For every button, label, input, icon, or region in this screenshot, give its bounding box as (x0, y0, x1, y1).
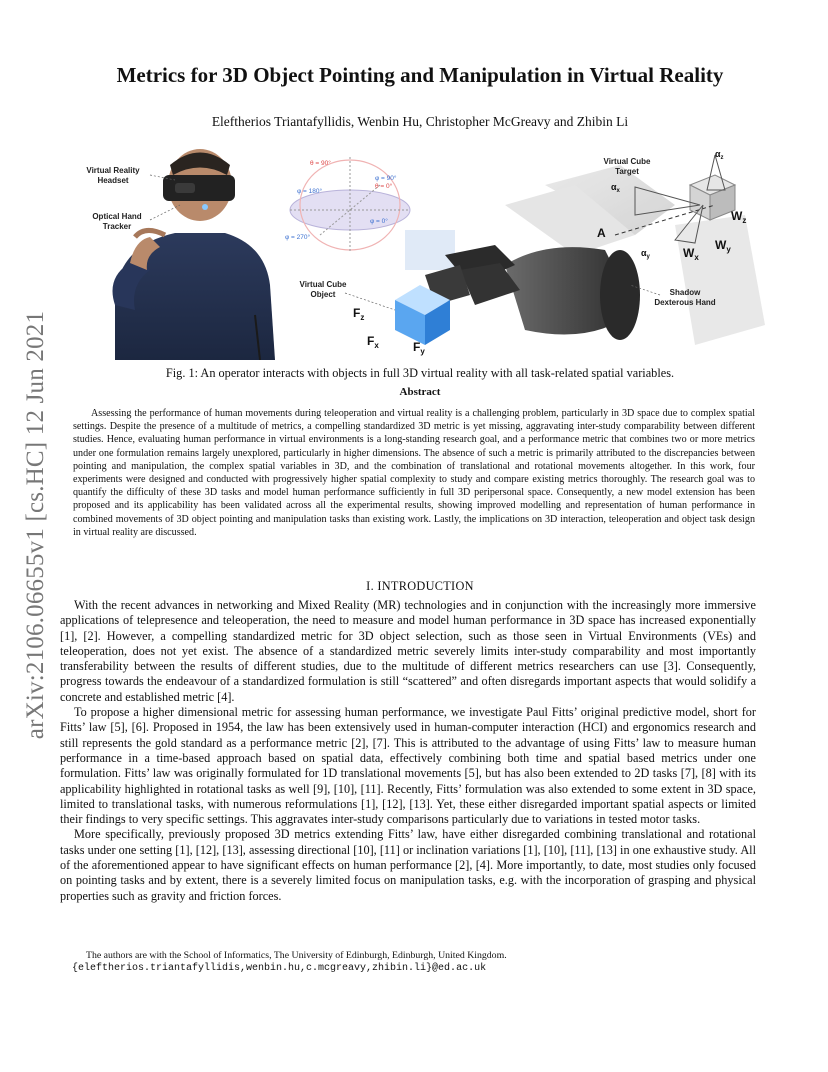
label-force-z-sub: z (360, 313, 365, 322)
label-force-y: F (413, 340, 421, 354)
introduction-body (60, 598, 756, 904)
paper-title: Metrics for 3D Object Pointing and Manipulation in Virtual Reality (116, 63, 724, 87)
footnote-affiliation: The authors are with the School of Informatics, The University of Edinburgh, Edinburgh, United Kingdom. (86, 950, 507, 961)
footnote-emails: {eleftherios.triantafyllidis,wenbin.hu,c.mcgreavy,zhibin.li}@ed.ac.uk (72, 962, 487, 974)
label-theta-90: θ = 90° (310, 160, 331, 167)
label-headset-line2: Headset (97, 176, 129, 185)
label-theta-0: θ = 0° (375, 183, 393, 190)
author-list: Eleftherios Triantafyllidis, Wenbin Hu, Christopher McGreavy and Zhibin Li (211, 114, 629, 129)
figure-1-illustration (75, 145, 765, 360)
abstract-text: Assessing the performance of human movements during teleoperation and virtual reality is a challenging problem, particularly in 3D space due to complex spatial settings. Despite the presence of a multitude of metrics, a compelling standardized 3D metric is yet missing, aggravating inter-study comparability between different studies. Hence, evaluating human performance in virtual environments is a long-standing research goal, and a performance metric that combines two or more metrics under one formulation remains largely unexplored, particularly in higher dimensions. The absence of such a metric is primarily attributed to the discrepancies between pointing and manipulation, the complex spatial variables in 3D, and the combination of translational and rotational movements altogether. In this work, four experiments were designed and conducted with progressively higher spatial complexity to study and compare existing metrics thoroughly. The research goal was to quantify the difficulty of these 3D tasks and model human performance sufficiently in full 3D peripersonal space. Consequently, a new model extension has been proposed and its applicability has been validated across all the experimental results, showing improved modelling and representation of human performance in combined movements of 3D object pointing and manipulation tasks than existing work. Lastly, the implications on 3D interaction, teleoperation and object task design in virtual reality are discussed. (73, 408, 755, 538)
svg-text:αy (641, 248, 651, 260)
label-cube-target-line1: Virtual Cube (603, 157, 651, 166)
label-width-z: W (731, 209, 743, 223)
label-force-x: F (367, 334, 375, 348)
label-alpha-z: α (715, 149, 721, 159)
operator-photo (113, 149, 276, 360)
abstract-heading: Abstract (399, 386, 441, 398)
label-shadow-line2: Dexterous Hand (654, 298, 716, 307)
label-alpha-x: α (611, 182, 617, 192)
section-heading-introduction: I. INTRODUCTION (366, 579, 474, 593)
paragraph: To propose a higher dimensional metric for assessing human performance, we investigate Paul Fitts’ original predictive model, short for Fitts’ law [5], [6]. Proposed in 1954, the law has been extensively used in human-computer interaction (HCI) and ergonomics research and still represents the gold standard as a performance metric [2], [7]. This is attributed to the advantage of using Fitts’ law to measure human performance in a time-based approach based on spatial data, effectively combining both time and spatial based metrics under one formulation. Fitts’ law was originally formulated for 1D translational movements [5], but has also been extended to 2D tasks [7], [8] with its applicability highlighted in rotational tasks as well [9], [10], [11]. Recently, Fitts’ formulation was also extended to some extent in 3D space, limited to translational tasks, with numerous reformulations [1], [12], [13]. Yet, these either disregarded important spatial aspects or limited their findings to very specific settings. This aggravates inter-study comparisons particularly due to variations in tested motor tasks. (60, 705, 756, 827)
figure-1 (75, 145, 765, 360)
label-alpha-y: α (641, 248, 647, 258)
label-width-x: W (683, 246, 695, 260)
label-distance-a: A (597, 226, 606, 240)
figure-caption: Fig. 1: An operator interacts with objects in full 3D virtual reality with all task-related spatial variables. (165, 366, 675, 380)
shadow-dexterous-hand (425, 245, 640, 340)
svg-text:Fz (353, 306, 364, 322)
label-width-y: W (715, 238, 727, 252)
label-alpha-y-sub: y (646, 254, 650, 260)
svg-text:Fx (367, 334, 379, 350)
label-cube-target-line2: Target (615, 167, 639, 176)
label-alpha-x-sub: x (616, 188, 620, 194)
paragraph: With the recent advances in networking and Mixed Reality (MR) technologies and in conjunction with the increasingly more immersive applications of telepresence and teleoperation, the need to measure and model human performance in 3D space has increased exponentially [1], [2]. However, a compelling standardized metric for 3D object selection, such as those seen in Virtual Environments (VEs) and teleoperation, does not yet exist. The absence of a standardized metric severely limits inter-study comparability and most importantly transferability between the results of different studies, due to the multitude of different metrics researchers can use [3]. Consequently, progress towards the endeavour of a standardized formulation is still “scattered” and often disregards important aspects that would solidify a concrete and established metric [4]. (60, 598, 756, 704)
label-force-y-sub: y (420, 347, 425, 356)
label-shadow-line1: Shadow (669, 288, 701, 297)
label-force-z: F (353, 306, 361, 320)
label-cube-object-line2: Object (310, 290, 336, 299)
label-tracker-line2: Tracker (102, 222, 132, 231)
label-phi-90: φ = 90° (375, 175, 397, 182)
label-phi-180: φ = 180° (297, 188, 323, 195)
label-width-y-sub: y (726, 245, 731, 254)
label-force-x-sub: x (374, 341, 379, 350)
label-phi-270: φ = 270° (285, 234, 311, 241)
label-tracker-line1: Optical Hand (92, 212, 142, 221)
footnote (72, 950, 762, 975)
label-width-x-sub: x (694, 253, 699, 262)
arxiv-identifier-text: arXiv:2106.06655v1 [cs.HC] 12 Jun 2021 (22, 310, 49, 740)
label-width-z-sub: z (742, 216, 747, 225)
label-alpha-z-sub: z (720, 155, 724, 161)
svg-text:Wz (731, 209, 746, 225)
label-phi-0: φ = 0° (370, 218, 388, 225)
arxiv-identifier (18, 290, 54, 760)
paragraph: More specifically, previously proposed 3D metrics extending Fitts’ law, have either disregarded combining translational and rotational tasks under one setting [1], [12], [13], assessing directional [10], [11] or inclination variations [1], [10], [11], [13] in one exhaustive study. All of the aforementioned appear to have significant effects on human performance [2], [4]. More importantly, to date, most studies only focused on pointing tasks and by extent, there is a severely limited focus on manipulation tasks, e.g. with the incorporation of grasping and physical properties such as gravity and friction forces. (60, 827, 756, 903)
label-cube-object-line1: Virtual Cube (299, 280, 347, 289)
label-headset-line1: Virtual Reality (86, 166, 140, 175)
